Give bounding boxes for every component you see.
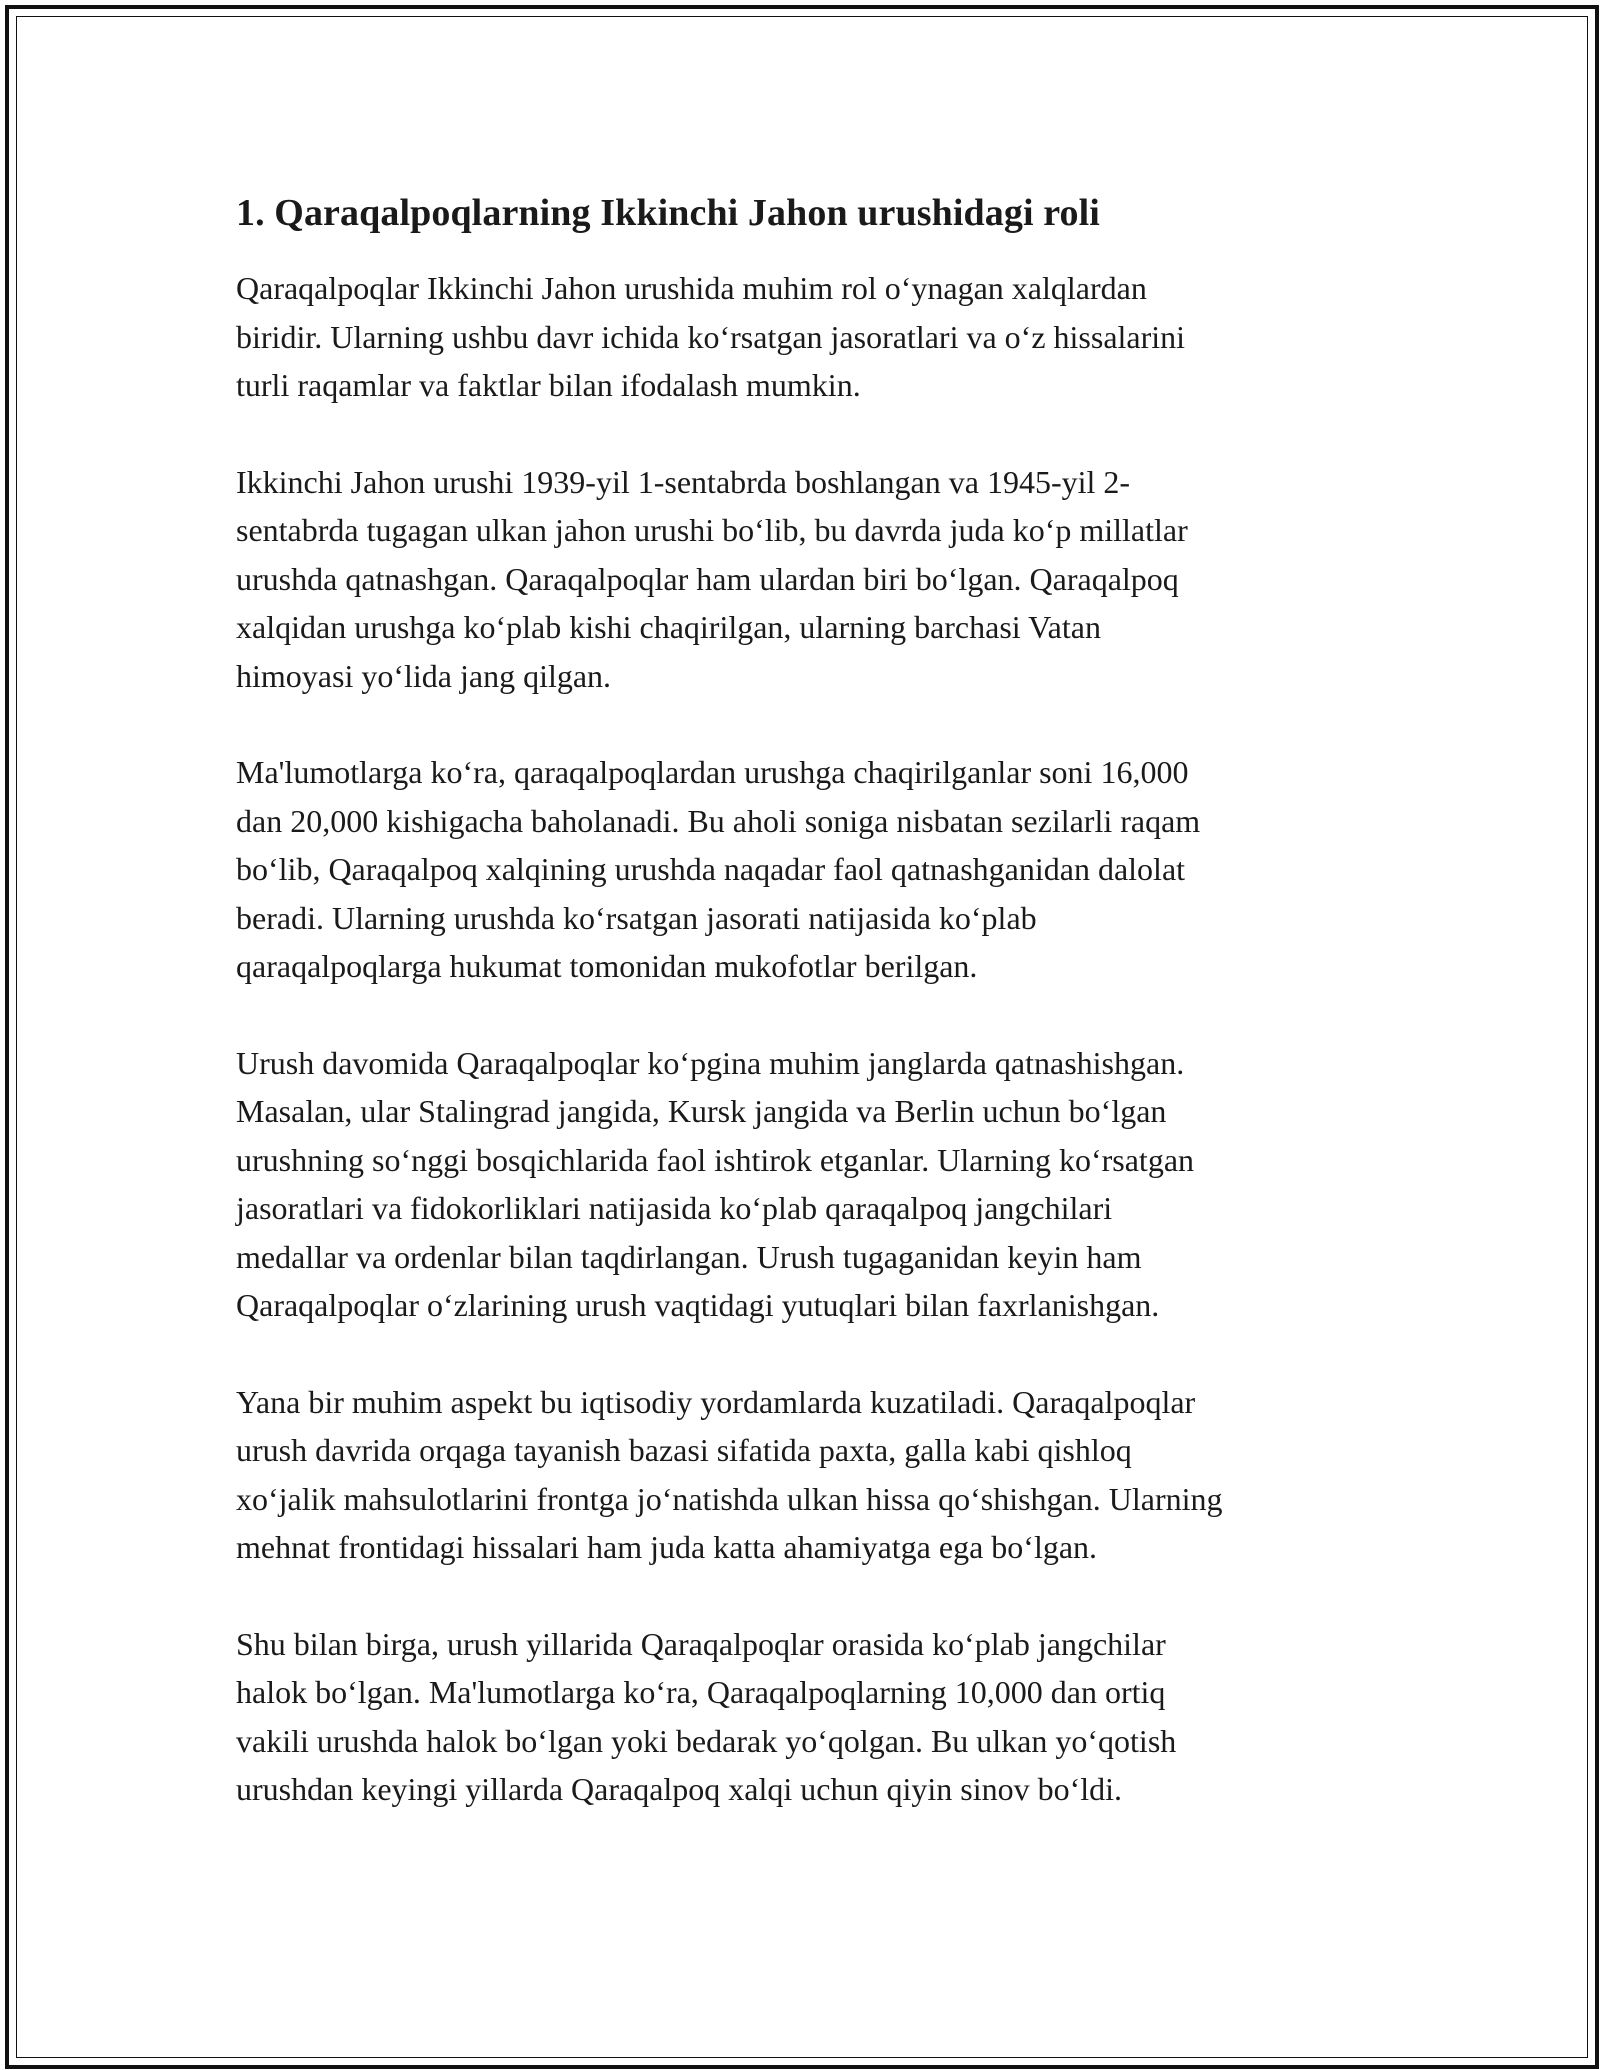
section-title: 1. Qaraqalpoqlarning Ikkinchi Jahon urushidagi roli xyxy=(236,192,1100,234)
document-body xyxy=(236,188,1376,1862)
paragraph-conscription-figures: Ma'lumotlarga koʻra, qaraqalpoqlardan urushga chaqirilganlar soni 16,000 dan 20,000 kishigacha baholanadi. Bu aholi soniga nisbatan sezilarli raqam boʻlib, Qaraqalpoq xalqining urushda naqadar faol qatnashganidan dalolat beradi. Ularning urushda koʻrsatgan jasorati natijasida koʻplab qaraqalpoqlarga hukumat tomonidan mukofotlar berilgan. xyxy=(236,754,1201,984)
paragraph-economic-support: Yana bir muhim aspekt bu iqtisodiy yordamlarda kuzatiladi. Qaraqalpoqlar urush davrida orqaga tayanish bazasi sifatida paxta, galla kabi qishloq xoʻjalik mahsulotlarini frontga joʻnatishda ulkan hissa qoʻshishgan. Ularning mehnat frontidagi hissalari ham juda katta ahamiyatga ega boʻlgan. xyxy=(236,1383,1223,1565)
paragraph-war-overview: Ikkinchi Jahon urushi 1939-yil 1-sentabrda boshlangan va 1945-yil 2- sentabrda tugagan ulkan jahon urushi boʻlib, bu davrda juda koʻp millatlar urushda qatnashgan. Qaraqalpoqlar ham ulardan biri boʻlgan. Qaraqalpoq xalqidan urushga koʻplab kishi chaqirilgan, ularning barchasi Vatan himoyasi yoʻlida jang qilgan. xyxy=(236,463,1188,694)
paragraph-intro: Qaraqalpoqlar Ikkinchi Jahon urushida muhim rol oʻynagan xalqlardan biridir. Ularning ushbu davr ichida koʻrsatgan jasoratlari va oʻz hissalarini turli raqamlar va faktlar bilan ifodalash mumkin. xyxy=(236,270,1186,403)
paragraph-battles: Urush davomida Qaraqalpoqlar koʻpgina muhim janglarda qatnashishgan. Masalan, ular Stalingrad jangida, Kursk jangida va Berlin uchun boʻlgan urushning soʻnggi bosqichlarida faol ishtirok etganlar. Ularning koʻrsatgan jasoratlari va fidokorliklari natijasida koʻplab qaraqalpoq jangchilari medallar va ordenlar bilan taqdirlangan. Urush tugaganidan keyin ham Qaraqalpoqlar oʻzlarining urush vaqtidagi yutuqlari bilan faxrlanishgan. xyxy=(236,1044,1195,1323)
paragraph-losses: Shu bilan birga, urush yillarida Qaraqalpoqlar orasida koʻplab jangchilar halok boʻlgan. Ma'lumotlarga koʻra, Qaraqalpoqlarning 10,000 dan ortiq vakili urushda halok boʻlgan yoki bedarak yoʻqolgan. Bu ulkan yoʻqotish urushdan keyingi yillarda Qaraqalpoq xalqi uchun qiyin sinov boʻldi. xyxy=(236,1625,1177,1807)
